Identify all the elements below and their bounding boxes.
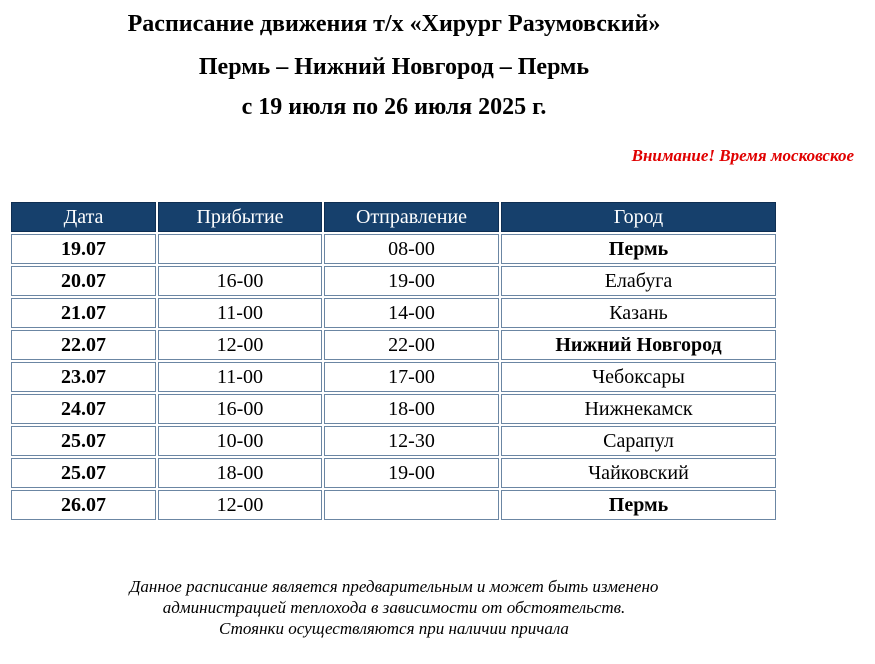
cell-departure [324, 490, 499, 520]
cell-departure: 19-00 [324, 266, 499, 296]
table-row [11, 266, 776, 296]
cell-departure: 22-00 [324, 330, 499, 360]
table-row [11, 490, 776, 520]
column-header-arrival: Прибытие [158, 202, 322, 232]
cell-arrival: 12-00 [158, 490, 322, 520]
column-header-date: Дата [11, 202, 156, 232]
table-row [11, 394, 776, 424]
cell-arrival: 18-00 [158, 458, 322, 488]
cell-date: 19.07 [11, 234, 156, 264]
cell-departure: 08-00 [324, 234, 499, 264]
cell-date: 20.07 [11, 266, 156, 296]
timezone-warning: Внимание! Время московское [631, 146, 854, 165]
table-header-row [11, 202, 776, 232]
cell-date: 25.07 [11, 458, 156, 488]
cell-city: Пермь [501, 234, 776, 264]
cell-arrival: 11-00 [158, 298, 322, 328]
cell-date: 23.07 [11, 362, 156, 392]
cell-departure: 18-00 [324, 394, 499, 424]
cell-date: 22.07 [11, 330, 156, 360]
column-header-departure: Отправление [324, 202, 499, 232]
footer-note [0, 576, 788, 639]
cell-city: Чайковский [501, 458, 776, 488]
cell-city: Нижний Новгород [501, 330, 776, 360]
cell-city: Сарапул [501, 426, 776, 456]
date-range-title: с 19 июля по 26 июля 2025 г. [241, 94, 547, 120]
table-row [11, 298, 776, 328]
cell-city: Нижнекамск [501, 394, 776, 424]
table-row [11, 458, 776, 488]
footer-line: Данное расписание является предварительным и может быть изменено [129, 577, 659, 596]
cell-city: Казань [501, 298, 776, 328]
cell-departure: 19-00 [324, 458, 499, 488]
cell-arrival: 16-00 [158, 266, 322, 296]
cell-arrival [158, 234, 322, 264]
cell-departure: 17-00 [324, 362, 499, 392]
cell-city: Пермь [501, 490, 776, 520]
schedule-title: Расписание движения т/х «Хирург Разумовский» [127, 11, 661, 37]
cell-departure: 12-30 [324, 426, 499, 456]
cell-city: Елабуга [501, 266, 776, 296]
cell-date: 25.07 [11, 426, 156, 456]
cell-date: 21.07 [11, 298, 156, 328]
cell-departure: 14-00 [324, 298, 499, 328]
column-header-city: Город [501, 202, 776, 232]
table-row [11, 426, 776, 456]
cell-city: Чебоксары [501, 362, 776, 392]
cell-arrival: 11-00 [158, 362, 322, 392]
table-row [11, 330, 776, 360]
route-title: Пермь – Нижний Новгород – Пермь [198, 54, 590, 80]
schedule-table [9, 200, 778, 522]
cell-date: 26.07 [11, 490, 156, 520]
cell-arrival: 12-00 [158, 330, 322, 360]
cell-arrival: 10-00 [158, 426, 322, 456]
footer-line: администрацией теплохода в зависимости от обстоятельств. [162, 598, 626, 617]
table-row [11, 362, 776, 392]
cell-arrival: 16-00 [158, 394, 322, 424]
cell-date: 24.07 [11, 394, 156, 424]
footer-line: Стоянки осуществляются при наличии причала [219, 619, 569, 638]
table-row [11, 234, 776, 264]
